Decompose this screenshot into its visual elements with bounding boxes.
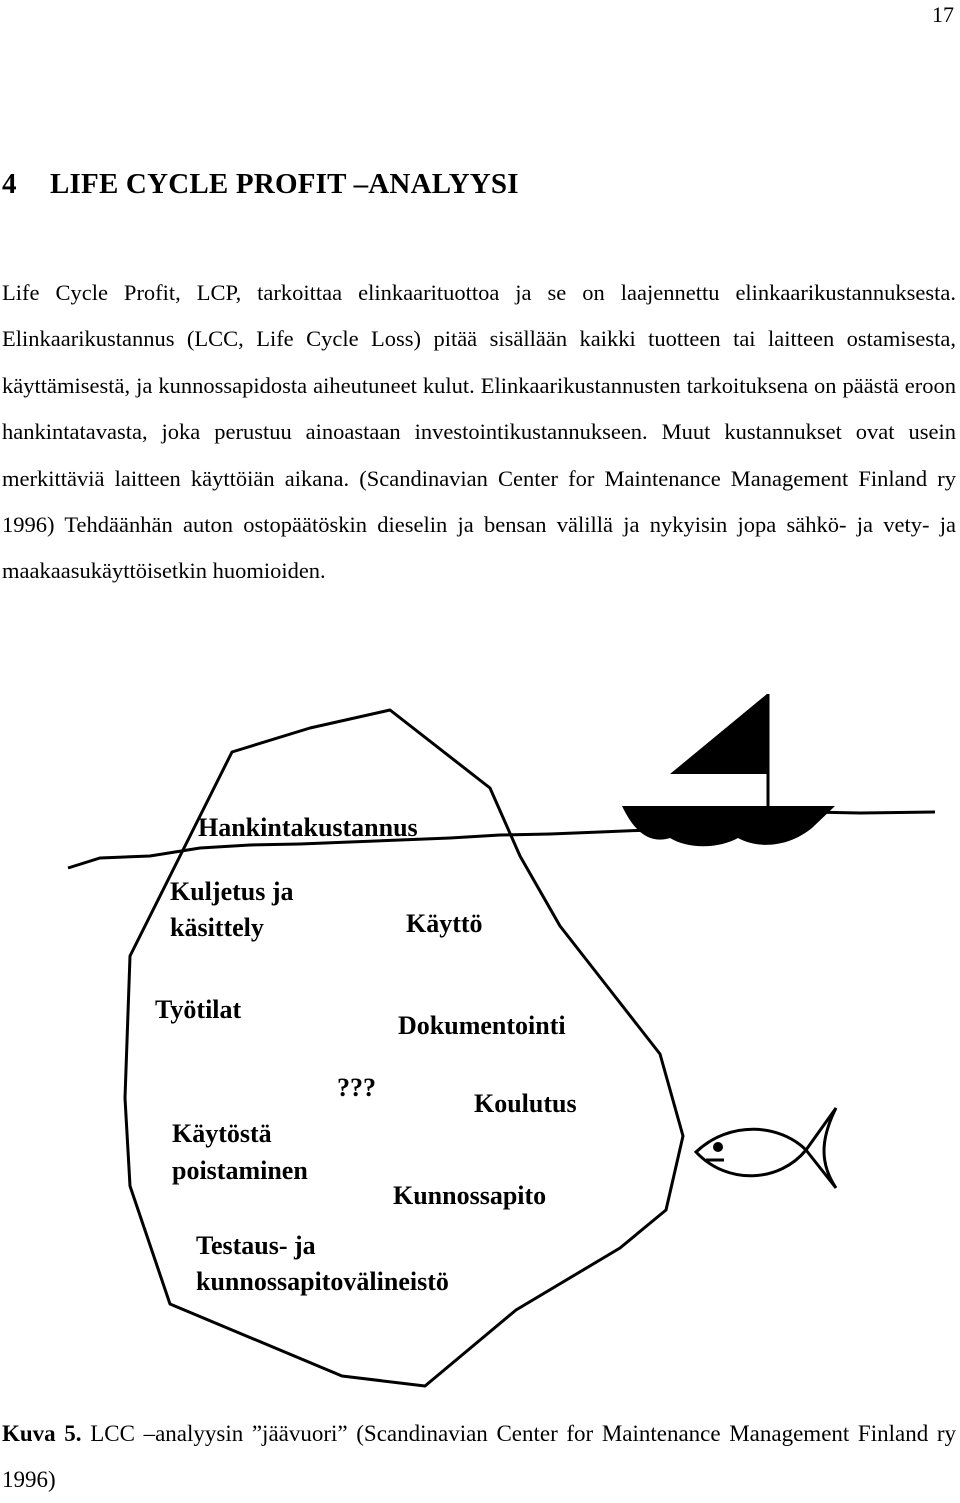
label-kunnossapito: Kunnossapito <box>393 1181 547 1210</box>
section-number: 4 <box>2 168 17 200</box>
label-kuljetus-line2: käsittely <box>170 913 264 942</box>
label-testaus-line1: Testaus- ja <box>196 1231 316 1260</box>
caption-label: Kuva 5. <box>2 1421 82 1446</box>
label-hankintakustannus: Hankintakustannus <box>198 813 418 842</box>
iceberg-figure <box>0 688 960 1398</box>
label-kaytto: Käyttö <box>406 909 483 938</box>
label-poisto-line2: poistaminen <box>172 1156 308 1185</box>
page-number: 17 <box>932 2 954 27</box>
label-koulutus: Koulutus <box>474 1089 577 1118</box>
section-heading <box>2 168 519 201</box>
label-question-marks: ??? <box>337 1073 376 1102</box>
body-paragraph: Life Cycle Profit, LCP, tarkoittaa elinkaarituottoa ja se on laajennettu elinkaarikustannuksesta. Elinkaarikustannus (LCC, Life Cycle Loss) pitää sisällään kaikki tuotteen tai laitteen ostamisesta, käyttämisestä, ja kunnossapidosta aiheutuneet kulut. Elinkaarikustannusten tarkoituksena on päästä eroon hankintatavasta, joka perustuu ainoastaan investointikustannukseen. Muut kustannukset ovat usein merkittäviä laitteen käyttöiän aikana. (Scandinavian Center for Maintenance Management Finland ry 1996) Tehdäänhän auton ostopäätöskin dieselin ja bensan välillä ja nykyisin jopa sähkö- ja vety- ja maakaasukäyttöisetkin huomioiden. <box>2 280 956 584</box>
label-tyotilat: Työtilat <box>155 995 242 1024</box>
iceberg-illustration <box>0 688 960 1398</box>
label-kuljetus-line1: Kuljetus ja <box>170 877 294 906</box>
caption-text: LCC –analyysin ”jäävuori” (Scandinavian Center for Maintenance Management Finland ry 1996) <box>2 1421 956 1492</box>
section-title: LIFE CYCLE PROFIT –ANALYYSI <box>50 168 519 200</box>
label-poisto-line1: Käytöstä <box>172 1119 272 1148</box>
figure-caption <box>2 1411 956 1503</box>
label-dokumentointi: Dokumentointi <box>398 1011 566 1040</box>
fish-icon <box>696 1108 836 1188</box>
sailboat-icon <box>622 694 835 846</box>
label-testaus-line2: kunnossapitovälineistö <box>196 1267 449 1296</box>
